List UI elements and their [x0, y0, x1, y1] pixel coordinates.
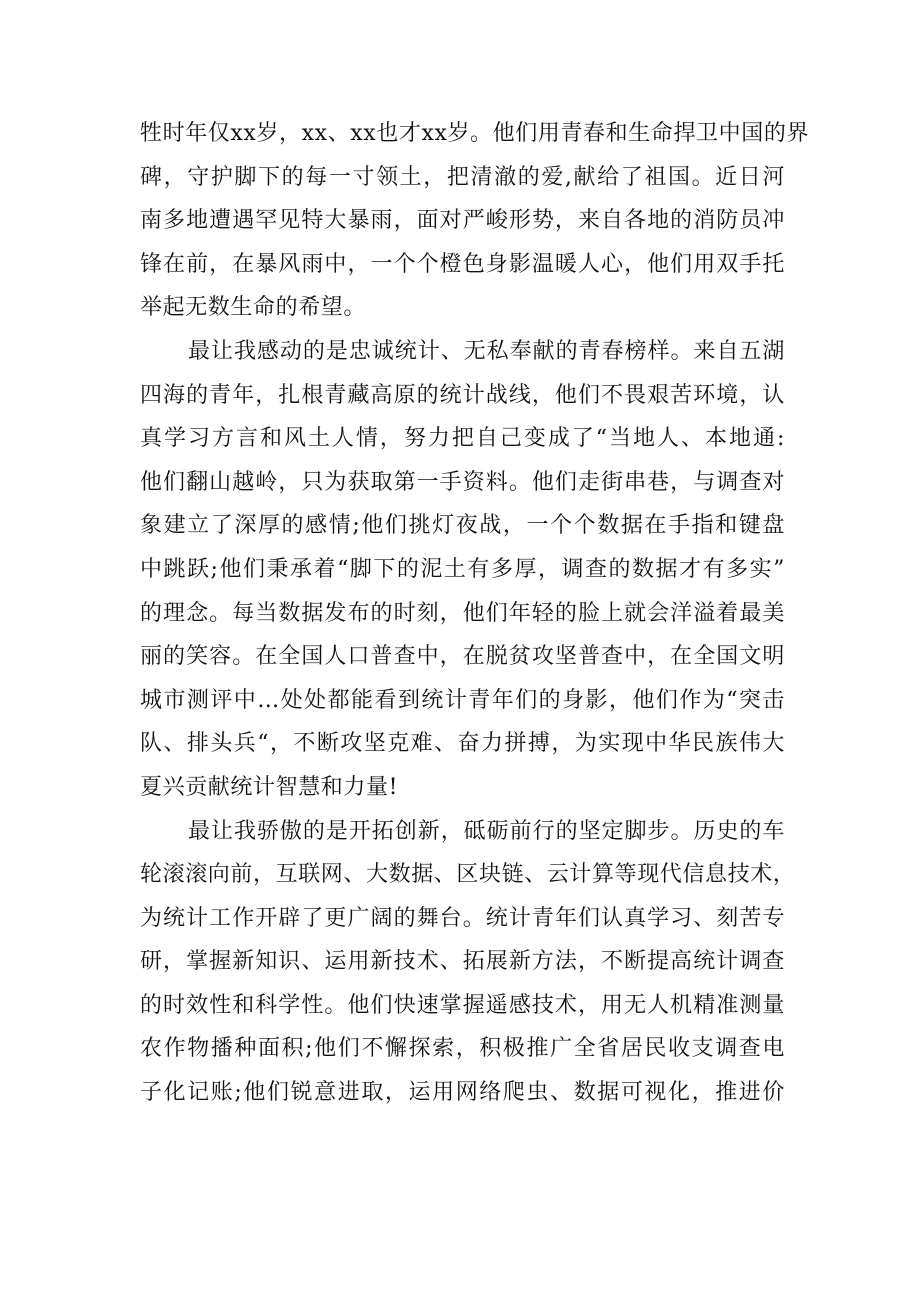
text-line: 的时效性和科学性。他们快速掌握遥感技术，用无人机精准测量 [140, 992, 785, 1018]
text-line: 轮滚滚向前，互联网、大数据、区块链、云计算等现代信息技术， [140, 862, 796, 888]
text-line: 夏兴贡献统计智慧和力量! [140, 774, 399, 800]
text-line: 农作物播种面积;他们不懈探索，积极推广全省居民收支调查电 [140, 1036, 785, 1062]
text-line: 的理念。每当数据发布的时刻，他们年轻的脸上就会洋溢着最美 [140, 600, 785, 626]
text-line: 真学习方言和风土人情，努力把自己变成了“当地人、本地通: [140, 426, 785, 452]
paragraph-1 [140, 112, 810, 330]
text-line: 南多地遭遇罕见特大暴雨，面对严峻形势，来自各地的消防员冲 [140, 208, 785, 234]
text-line: 中跳跃;他们秉承着“脚下的泥土有多厚，调查的数据才有多实” [140, 556, 785, 582]
text-line: 队、排头兵“，不断攻坚克难、奋力拼搏，为实现中华民族伟大 [140, 731, 785, 757]
paragraph-2 [140, 330, 785, 810]
text-line: 象建立了深厚的感情;他们挑灯夜战，一个个数据在手指和键盘 [140, 513, 785, 539]
text-line: 碑，守护脚下的每一寸领土，把清澈的爱,献给了祖国。近日河 [140, 164, 785, 190]
text-line: 四海的青年，扎根青藏高原的统计战线，他们不畏艰苦环境，认 [140, 382, 785, 408]
text-line: 研，掌握新知识、运用新技术、拓展新方法，不断提高统计调查 [140, 949, 785, 975]
text-line: 最让我感动的是忠诚统计、无私奉献的青春榜样。来自五湖 [188, 338, 785, 364]
text-line: 城市测评中…处处都能看到统计青年们的身影，他们作为“突击 [140, 687, 785, 713]
text-line: 锋在前，在暴风雨中，一个个橙色身影温暖人心，他们用双手托 [140, 251, 785, 277]
text-line: 为统计工作开辟了更广阔的舞台。统计青年们认真学习、刻苦专 [140, 905, 785, 931]
text-line: 丽的笑容。在全国人口普查中，在脱贫攻坚普查中，在全国文明 [140, 644, 785, 670]
text-line: 最让我骄傲的是开拓创新，砥砺前行的坚定脚步。历史的车 [188, 818, 785, 844]
text-line: 子化记账;他们锐意进取，运用网络爬虫、数据可视化，推进价 [140, 1080, 785, 1106]
text-line: 举起无数生命的希望。 [140, 295, 367, 321]
text-line: 牲时年仅xx岁，xx、xx也才xx岁。他们用青春和生命捍卫中国的界 [140, 121, 810, 146]
body-text [140, 112, 810, 1115]
paragraph-3 [140, 810, 796, 1115]
text-line: 他们翻山越岭，只为获取第一手资料。他们走街串巷，与调查对 [140, 469, 785, 495]
